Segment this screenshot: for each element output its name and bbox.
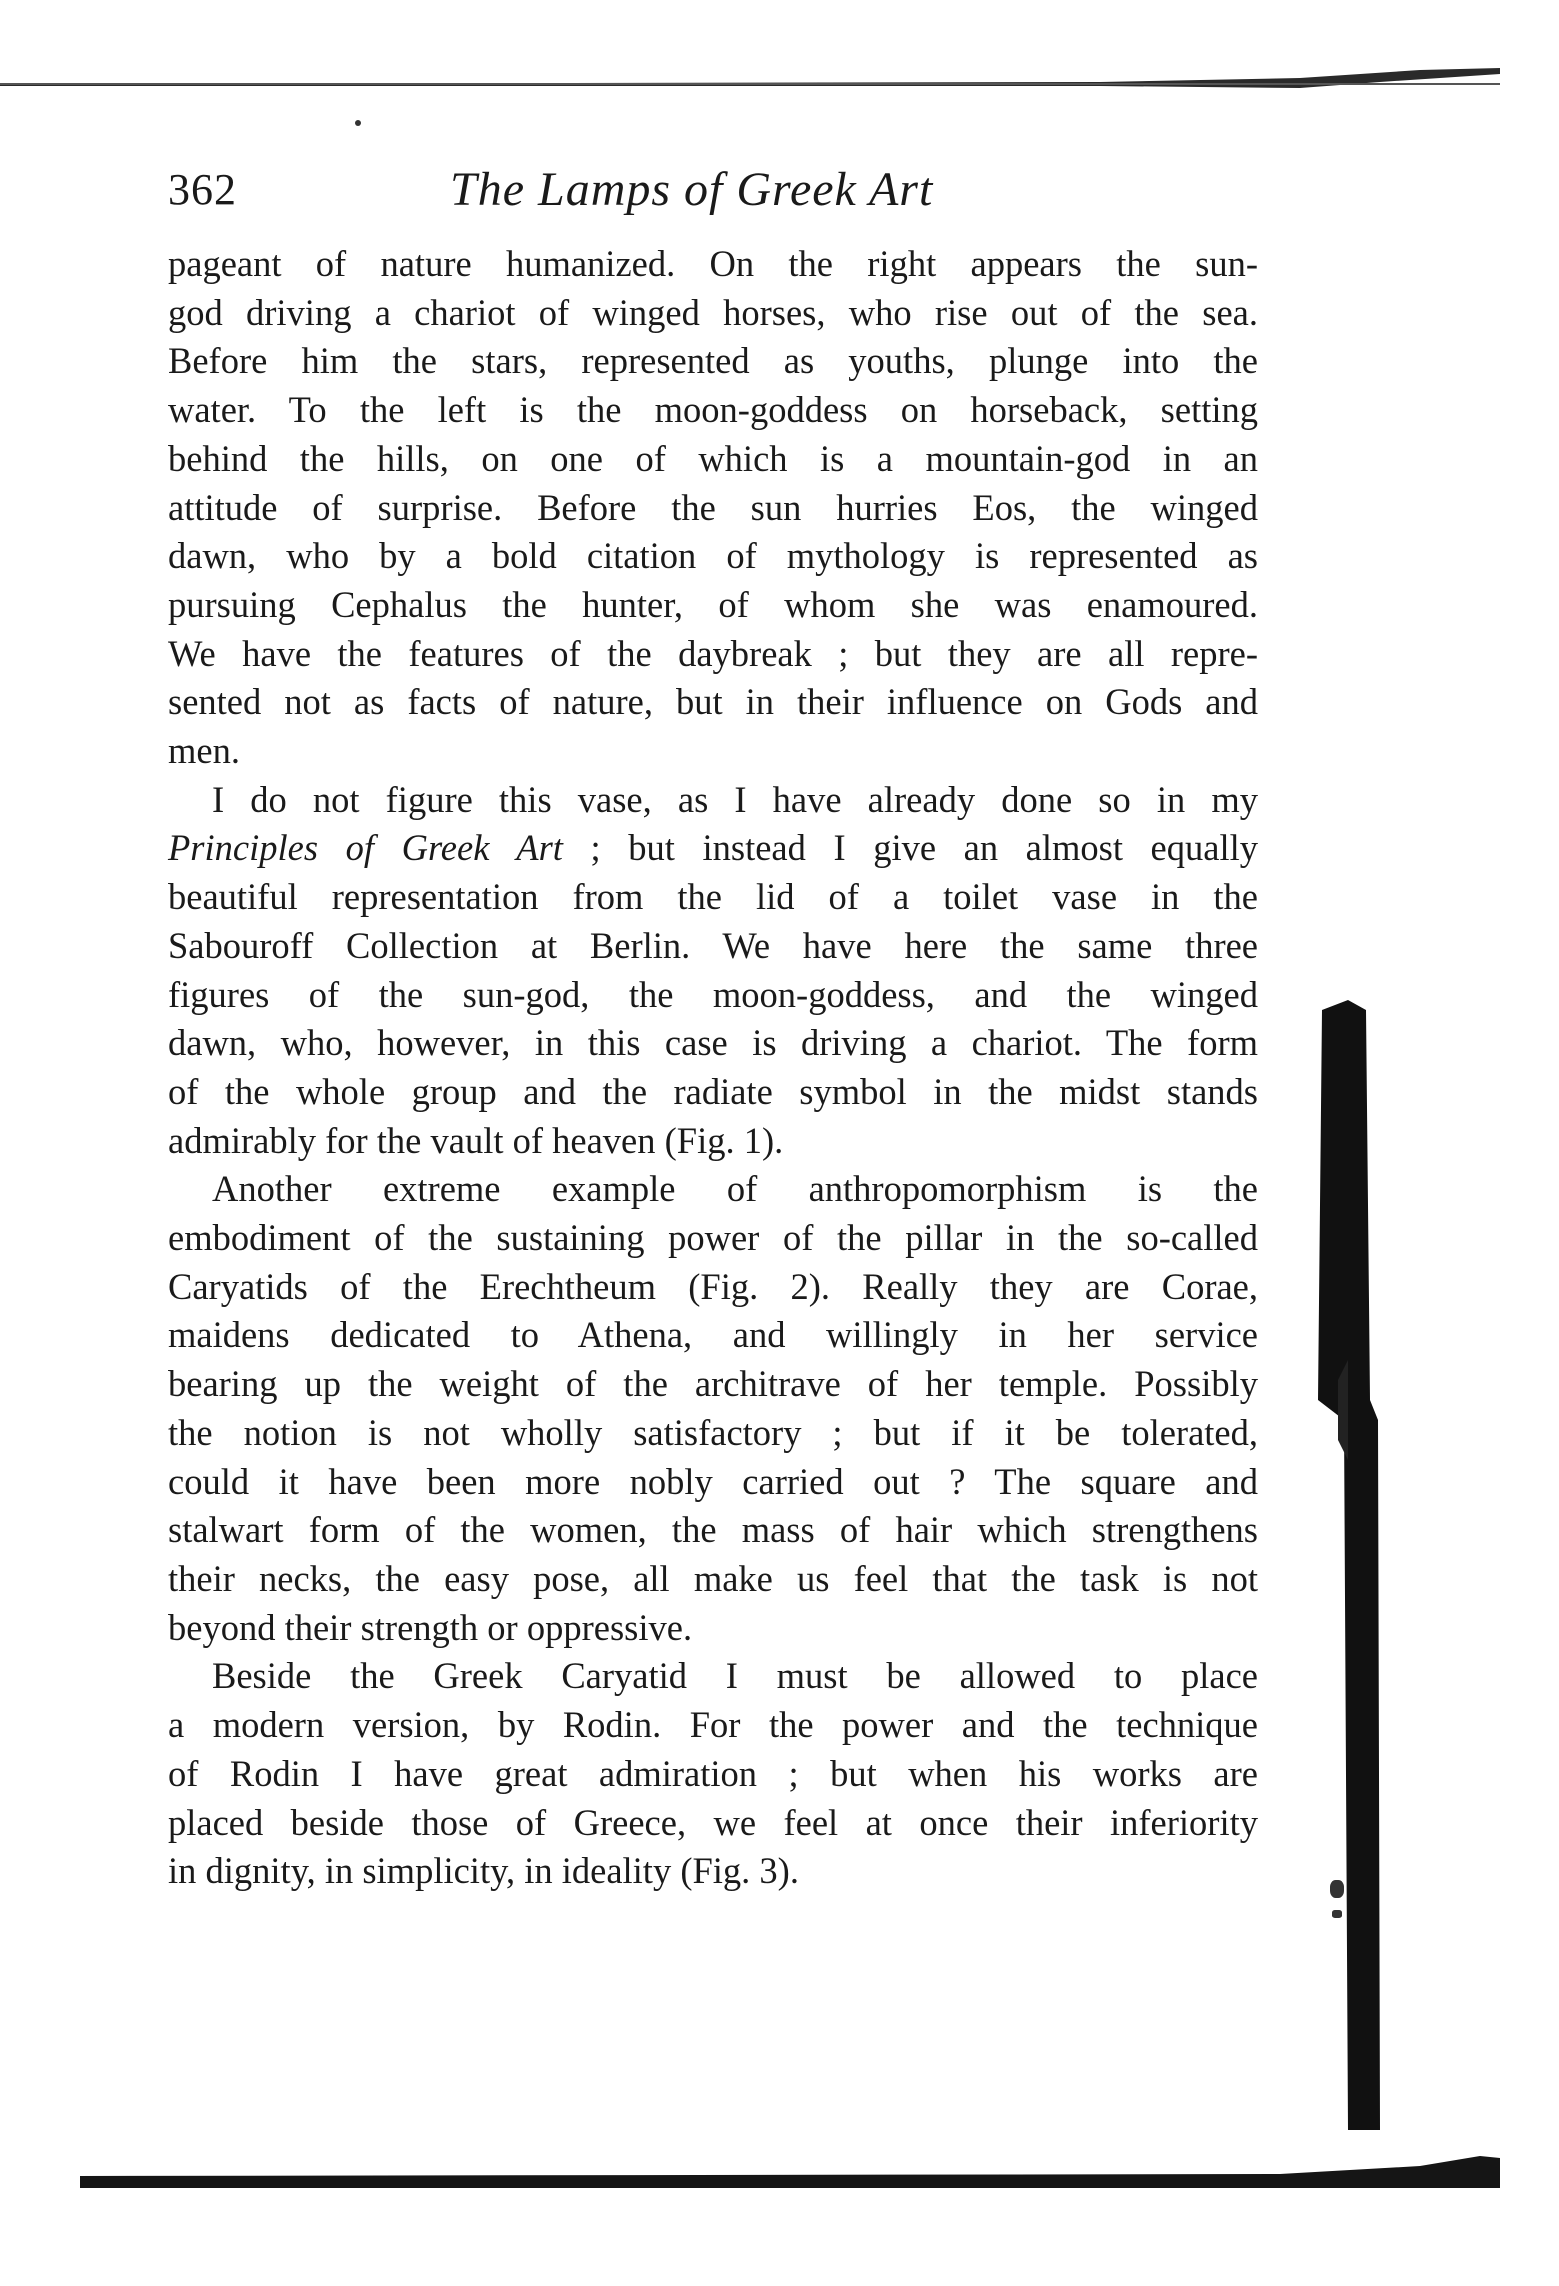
top-rule-scan-mark (0, 66, 1500, 92)
text-line: beyond their strength or oppressive. (168, 1606, 693, 1648)
text-line: placed beside those of Greece, we feel at once their inferiority (168, 1801, 1258, 1843)
paragraph-4 (168, 1652, 1258, 1896)
text-line: of the whole group and the radiate symbol in the midst stands (168, 1070, 1258, 1112)
text-line: I do not figure this vase, as I have already done so in my (212, 778, 1258, 820)
page-edge-shadow (1318, 1000, 1398, 2130)
book-title: Principles of Greek Art (168, 827, 563, 869)
paragraph-3 (168, 1165, 1258, 1652)
paragraph-1 (168, 240, 1258, 776)
bottom-rule-scan-mark (80, 2148, 1500, 2188)
ink-speck (1332, 1910, 1342, 1918)
text-line: Sabouroff Collection at Berlin. We have here the same three (168, 924, 1258, 966)
running-title: The Lamps of Greek Art (450, 163, 934, 216)
text-line: pageant of nature humanized. On the right appears the sun- (168, 243, 1258, 284)
text-line: beautiful representation from the lid of a toilet vase in the (168, 876, 1258, 918)
paragraph-2 (168, 776, 1258, 1166)
text-line (168, 824, 1258, 873)
text-line: water. To the left is the moon-goddess on horseback, setting (168, 389, 1258, 431)
text-line: dawn, who by a bold citation of mythology is represented as (168, 535, 1258, 577)
text-line: Caryatids of the Erechtheum (Fig. 2). Really they are Corae, (168, 1265, 1258, 1307)
text-run: ; but instead I give an almost equally (562, 827, 1258, 869)
text-line: pursuing Cephalus the hunter, of whom she was enamoured. (168, 583, 1258, 625)
text-line: admirably for the vault of heaven (Fig. 1). (168, 1119, 784, 1161)
text-line: men. (168, 730, 240, 772)
text-line: the notion is not wholly satisfactory ; but if it be tolerated, (168, 1411, 1258, 1453)
page-number: 362 (168, 165, 237, 214)
text-line: god driving a chariot of winged horses, who rise out of the sea. (168, 291, 1258, 333)
text-line: of Rodin I have great admiration ; but when his works are (168, 1752, 1258, 1794)
text-line: sented not as facts of nature, but in their influence on Gods and (168, 681, 1258, 723)
ink-speck (1330, 1880, 1344, 1898)
text-line: stalwart form of the women, the mass of hair which strengthens (168, 1509, 1258, 1551)
text-line: Beside the Greek Caryatid I must be allowed to place (212, 1655, 1258, 1697)
text-line: Another extreme example of anthropomorphism is the (212, 1168, 1258, 1210)
running-head (168, 160, 1268, 220)
text-line: their necks, the easy pose, all make us feel that the task is not (168, 1557, 1258, 1599)
text-line: maidens dedicated to Athena, and willingly in her service (168, 1314, 1258, 1356)
ink-speck (355, 120, 361, 126)
text-line: Before him the stars, represented as youths, plunge into the (168, 340, 1258, 382)
text-line: attitude of surprise. Before the sun hurries Eos, the winged (168, 486, 1258, 528)
text-line: figures of the sun-god, the moon-goddess, and the winged (168, 973, 1258, 1015)
body-text (168, 240, 1258, 1896)
text-line: behind the hills, on one of which is a mountain-god in an (168, 437, 1258, 479)
text-line: in dignity, in simplicity, in ideality (Fig. 3). (168, 1850, 799, 1892)
text-line: We have the features of the daybreak ; but they are all repre- (168, 632, 1258, 674)
text-line: could it have been more nobly carried out ? The square and (168, 1460, 1258, 1502)
text-line: embodiment of the sustaining power of the pillar in the so-called (168, 1217, 1258, 1259)
text-line: a modern version, by Rodin. For the power and the technique (168, 1704, 1258, 1746)
text-line: dawn, who, however, in this case is driving a chariot. The form (168, 1022, 1258, 1064)
text-line: bearing up the weight of the architrave of her temple. Possibly (168, 1363, 1258, 1405)
